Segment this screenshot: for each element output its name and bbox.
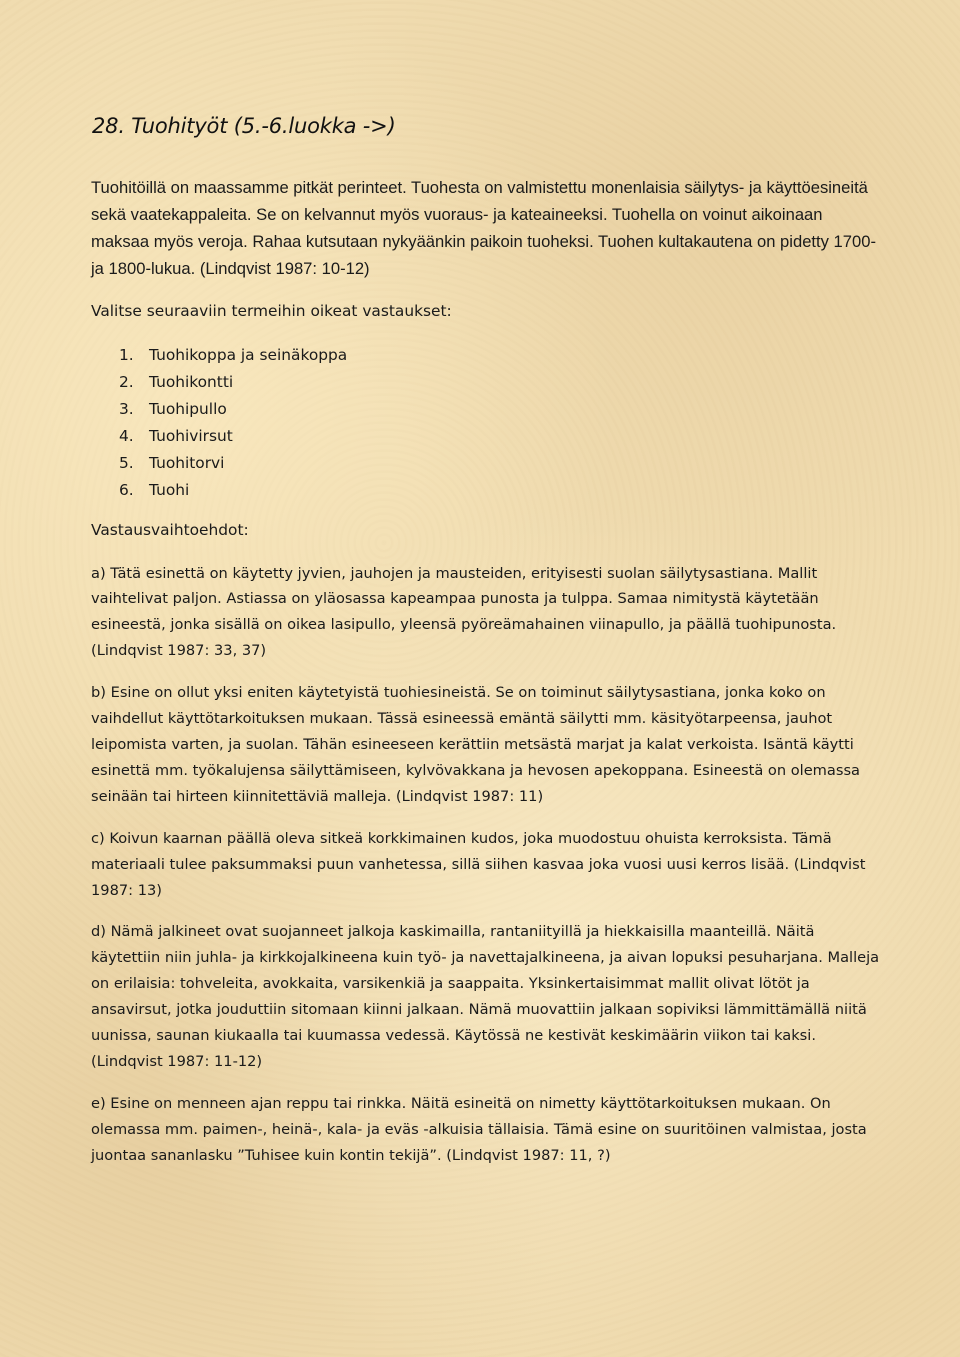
term-number: 2. xyxy=(119,373,134,392)
term-list xyxy=(119,342,881,505)
term-item xyxy=(119,477,881,504)
term-number: 3. xyxy=(119,400,134,419)
option-c: c) Koivun kaarnan päällä oleva sitkeä korkkimainen kudos, joka muodostuu ohuista kerroksista. Tämä materiaali tulee paksummaksi puun vanhetessa, sillä siihen kasvaa joka vuosi uusi kerros lisää. (Lindqvist 1987: 13) xyxy=(91,829,866,899)
term-item xyxy=(119,396,881,423)
term-item xyxy=(119,423,881,450)
option-d: d) Nämä jalkineet ovat suojanneet jalkoja kaskimailla, rantaniityillä ja hiekkaisilla maanteillä. Näitä käytettiin niin juhla- ja kirkkojalkineena kuin työ- ja navettajalkineena, ja aivan lopuksi pesuharjana. Malleja on erilaisia: tohveleita, avokkaita, varsikenkiä ja saappaita. Yksinkertaisimmat mallit olivat lötöt ja ansavirsut, jotka jouduttiin sitomaan kiinni jalkaan. Nämä muovattiin jalkaan sopiviksi lämmittämällä niitä uunissa, saunan kiukaalla tai kuumassa vedessä. Käytössä ne kestivät keskimäärin viikon tai kaksi. (Lindqvist 1987: 11-12) xyxy=(91,923,880,1070)
option-e: e) Esine on menneen ajan reppu tai rinkka. Näitä esineitä on nimetty käyttötarkoituksen mukaan. On olemassa mm. paimen-, heinä-, kala- ja eväs -alkuisia tällaisia. Tämä esine on suuritöinen valmistaa, josta juontaa sananlasku ”Tuhisee kuin kontin tekijä”. (Lindqvist 1987: 11, ?) xyxy=(91,1094,867,1164)
options-heading: Vastausvaihtoehdot: xyxy=(91,520,249,539)
term-item xyxy=(119,369,881,396)
document-body xyxy=(91,174,881,1169)
term-item xyxy=(119,450,881,477)
option-a: a) Tätä esinettä on käytetty jyvien, jauhojen ja mausteiden, erityisesti suolan säilytysastiana. Mallit vaihtelivat paljon. Astiassa on yläosassa kapeampaa punosta ja tulppa. Samaa nimitystä käytetään esineestä, jonka sisällä on oikea lasipullo, yleensä pyöreämahainen viinapullo, ja päällä tuohipunosta. (Lindqvist 1987: 33, 37) xyxy=(91,564,837,660)
term-text: Tuohi xyxy=(149,481,190,500)
term-text: Tuohikontti xyxy=(149,373,234,392)
intro-paragraph: Tuohitöillä on maassamme pitkät perinteet. Tuohesta on valmistettu monenlaisia säilytys- ja käyttöesineitä sekä vaatekappaleita. Se on kelvannut myös vuoraus- ja kateaineeksi. Tuohella on voinut aikoinaan maksaa myös veroja. Rahaa kutsutaan nykyäänkin paikoin tuoheksi. Tuohen kultakautena on pidetty 1700- ja 1800-lukua. (Lindqvist 1987: 10-12) xyxy=(91,178,877,278)
term-text: Tuohitorvi xyxy=(149,454,225,473)
term-number: 6. xyxy=(119,481,134,500)
term-number: 1. xyxy=(119,346,134,364)
term-number: 5. xyxy=(119,454,134,473)
term-text: Tuohikoppa ja seinäkoppa xyxy=(149,346,348,364)
option-b: b) Esine on ollut yksi eniten käytetyistä tuohiesineistä. Se on toiminut säilytysastiana, jonka koko on vaihdellut käyttötarkoituksen mukaan. Tässä esineessä emäntä säilytti mm. käsityötarpeensa, jauhot leipomista varten, ja suolan. Tähän esineeseen kerättiin metsästä marjat ja kalat verkoista. Isäntä käytti esinettä mm. työkalujensa säilyttämiseen, kylvövakkana ja hevosen apekoppana. Esineestä on olemassa seinään tai hirteen kiinnitettäviä malleja. (Lindqvist 1987: 11) xyxy=(91,684,860,805)
term-item xyxy=(119,342,881,369)
instruction-text: Valitse seuraaviin termeihin oikeat vastaukset: xyxy=(91,302,452,320)
term-text: Tuohivirsut xyxy=(149,427,233,446)
page-title: 28. Tuohityöt (5.-6.luokka ->) xyxy=(92,114,396,138)
term-number: 4. xyxy=(119,427,134,446)
term-text: Tuohipullo xyxy=(149,400,227,419)
